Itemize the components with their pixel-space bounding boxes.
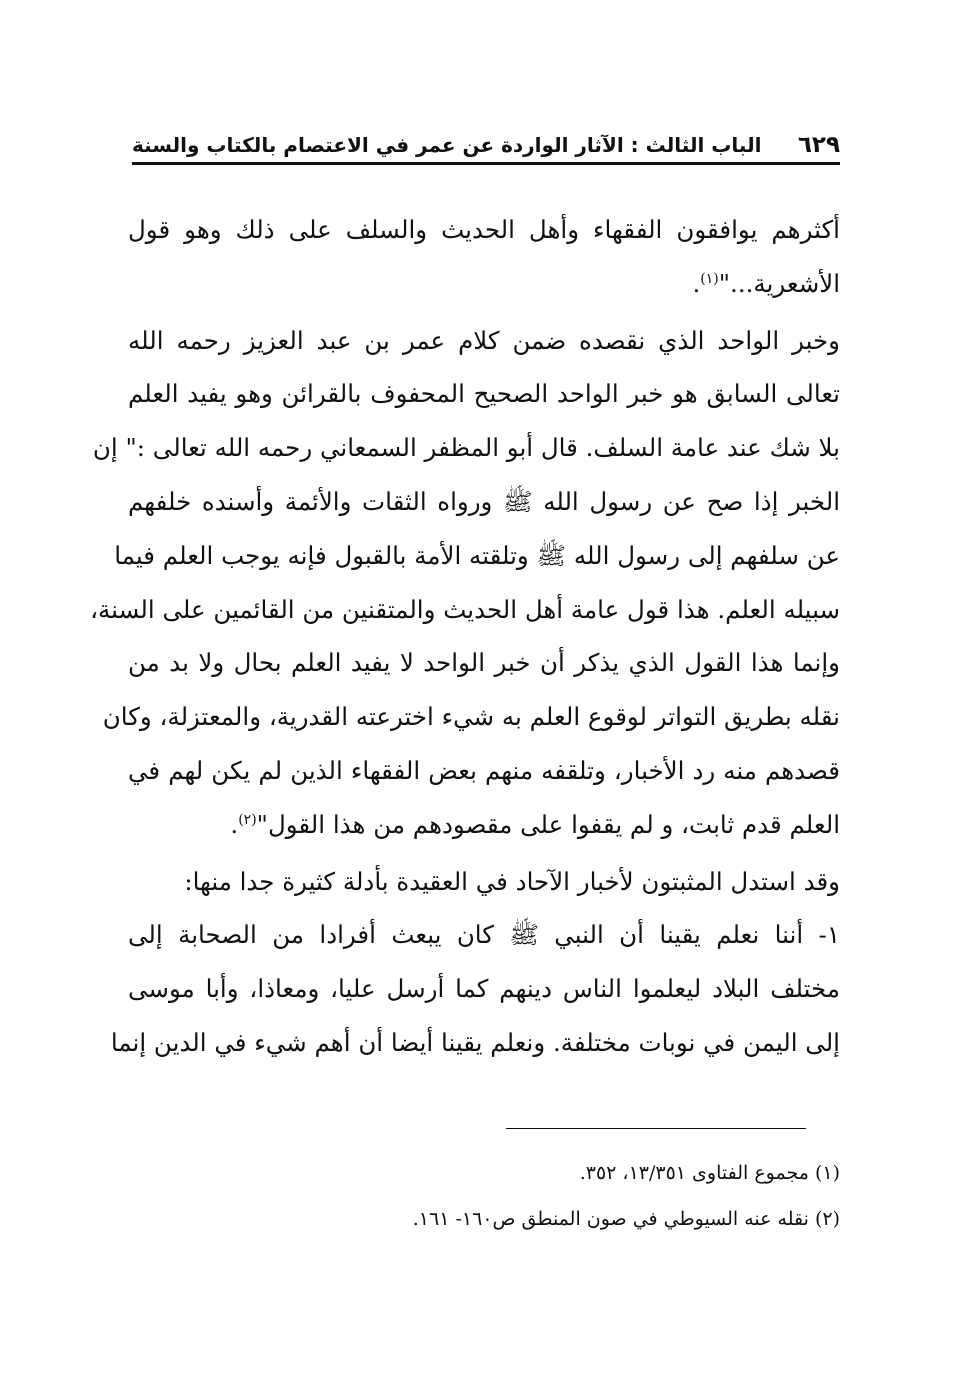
text-line: عن سلفهم إلى رسول الله ﷺ وتلقته الأمة بالقبول فإنه يوجب العلم فيما (114, 540, 840, 570)
text-line: الخبر إذا صح عن رسول الله ﷺ ورواه الثقات والأئمة وأسنده خلفهم (128, 486, 840, 516)
sentence-period: . (230, 809, 239, 839)
page-number: ٦٢٩ (797, 132, 840, 158)
text-line-content: الأشعرية..." (718, 268, 840, 298)
footnote-ref-2: (٢) (238, 811, 257, 828)
footnote-1: (١) مجموع الفتاوى ١٣/٣٥١، ٣٥٢. (579, 1162, 840, 1184)
text-line: سبيله العلم. هذا قول عامة أهل الحديث والمتقنين من القائمين على السنة، (90, 594, 840, 624)
body-text (90, 203, 840, 1070)
page-header (132, 128, 840, 164)
text-line: ١- أننا نعلم يقينا أن النبي ﷺ كان يبعث أفرادا من الصحابة إلى (128, 920, 840, 950)
footnote-2: (٢) نقله عنه السيوطي في صون المنطق ص١٦٠- ١٦١. (412, 1208, 840, 1230)
sentence-period: . (692, 268, 701, 298)
text-line: مختلف البلاد ليعلموا الناس دينهم كما أرسل عليا، ومعاذا، وأبا موسى (128, 974, 840, 1004)
text-line: نقله بطريق التواتر لوقوع العلم به شيء اخترعته القدرية، والمعتزلة، وكان (102, 702, 840, 732)
footnotes (300, 1150, 840, 1242)
text-line (128, 257, 840, 311)
text-line: تعالى السابق هو خبر الواحد الصحيح المحفوف بالقرائن وهو يفيد العلم (128, 379, 840, 409)
text-line (128, 798, 840, 852)
footnote-separator (506, 1128, 806, 1129)
text-line: إلى اليمن في نوبات مختلفة. ونعلم يقينا أيضا أن أهم شيء في الدين إنما (110, 1027, 840, 1057)
text-line: وقد استدل المثبتون لأخبار الآحاد في العقيدة بأدلة كثيرة جدا منها: (184, 866, 840, 896)
text-line-content: العلم قدم ثابت، و لم يقفوا على مقصودهم من هذا القول" (256, 809, 840, 839)
text-line: قصدهم منه رد الأخبار، وتلقفه منهم بعض الفقهاء الذين لم يكن لهم في (128, 755, 840, 785)
running-title: الباب الثالث : الآثار الواردة عن عمر في الاعتصام بالكتاب والسنة (132, 133, 762, 157)
text-line: وإنما هذا القول الذي يذكر أن خبر الواحد لا يفيد العلم بحال ولا بد من (128, 648, 840, 678)
text-line: أكثرهم يوافقون الفقهاء وأهل الحديث والسلف على ذلك وهو قول (128, 215, 840, 244)
text-line: وخبر الواحد الذي نقصده ضمن كلام عمر بن عبد العزيز رحمه الله (128, 325, 840, 355)
text-line: بلا شك عند عامة السلف. قال أبو المظفر السمعاني رحمه الله تعالى :" إن (92, 433, 840, 463)
footnote-ref-1: (١) (700, 270, 719, 287)
header-rule (132, 162, 840, 165)
